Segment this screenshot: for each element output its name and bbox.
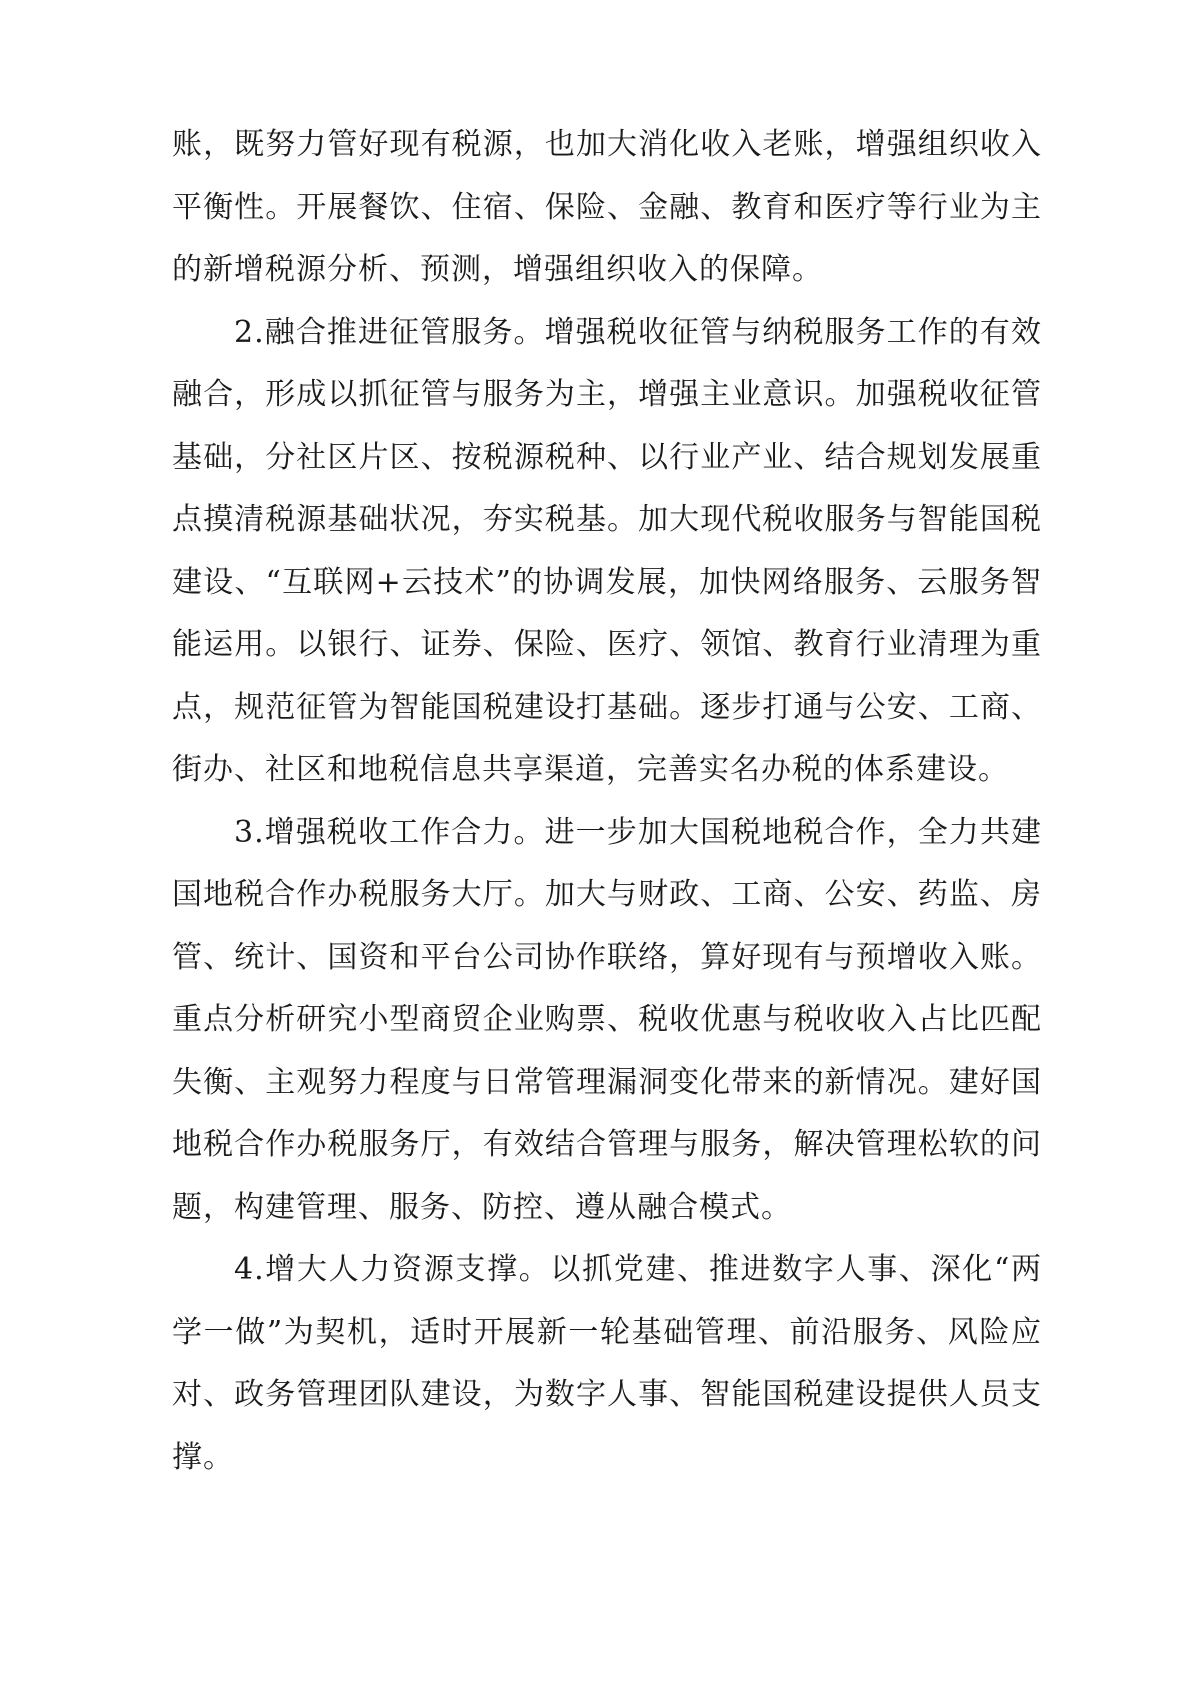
paragraph-continuation: 账，既努力管好现有税源，也加大消化收入老账，增强组织收入平衡性。开展餐饮、住宿、保险、金融、教育和医疗等行业为主的新增税源分析、预测，增强组织收入的保障。	[172, 127, 1042, 287]
paragraph-item-3: 3.增强税收工作合力。进一步加大国税地税合作，全力共建国地税合作办税服务大厅。加大与财政、工商、公安、药监、房管、统计、国资和平台公司协作联络，算好现有与预增收入账。重点分析研究小型商贸企业购票、税收优惠与税收收入占比匹配失衡、主观努力程度与日常管理漏洞变化带来的新情况。建好国地税合作办税服务厅，有效结合管理与服务，解决管理松软的问题，构建管理、服务、防控、遵从融合模式。	[172, 814, 1042, 1225]
document-page	[172, 114, 1042, 1489]
paragraph-item-4: 4.增大人力资源支撑。以抓党建、推进数字人事、深化“两学一做”为契机，适时开展新一轮基础管理、前沿服务、风险应对、政务管理团队建设，为数字人事、智能国税建设提供人员支撑。	[172, 1252, 1042, 1475]
paragraph-item-2: 2.融合推进征管服务。增强税收征管与纳税服务工作的有效融合，形成以抓征管与服务为主，增强主业意识。加强税收征管基础，分社区片区、按税源税种、以行业产业、结合规划发展重点摸清税源基础状况，夯实税基。加大现代税收服务与智能国税建设、“互联网+云技术”的协调发展，加快网络服务、云服务智能运用。以银行、证券、保险、医疗、领馆、教育行业清理为重点，规范征管为智能国税建设打基础。逐步打通与公安、工商、街办、社区和地税信息共享渠道，完善实名办税的体系建设。	[172, 314, 1042, 787]
